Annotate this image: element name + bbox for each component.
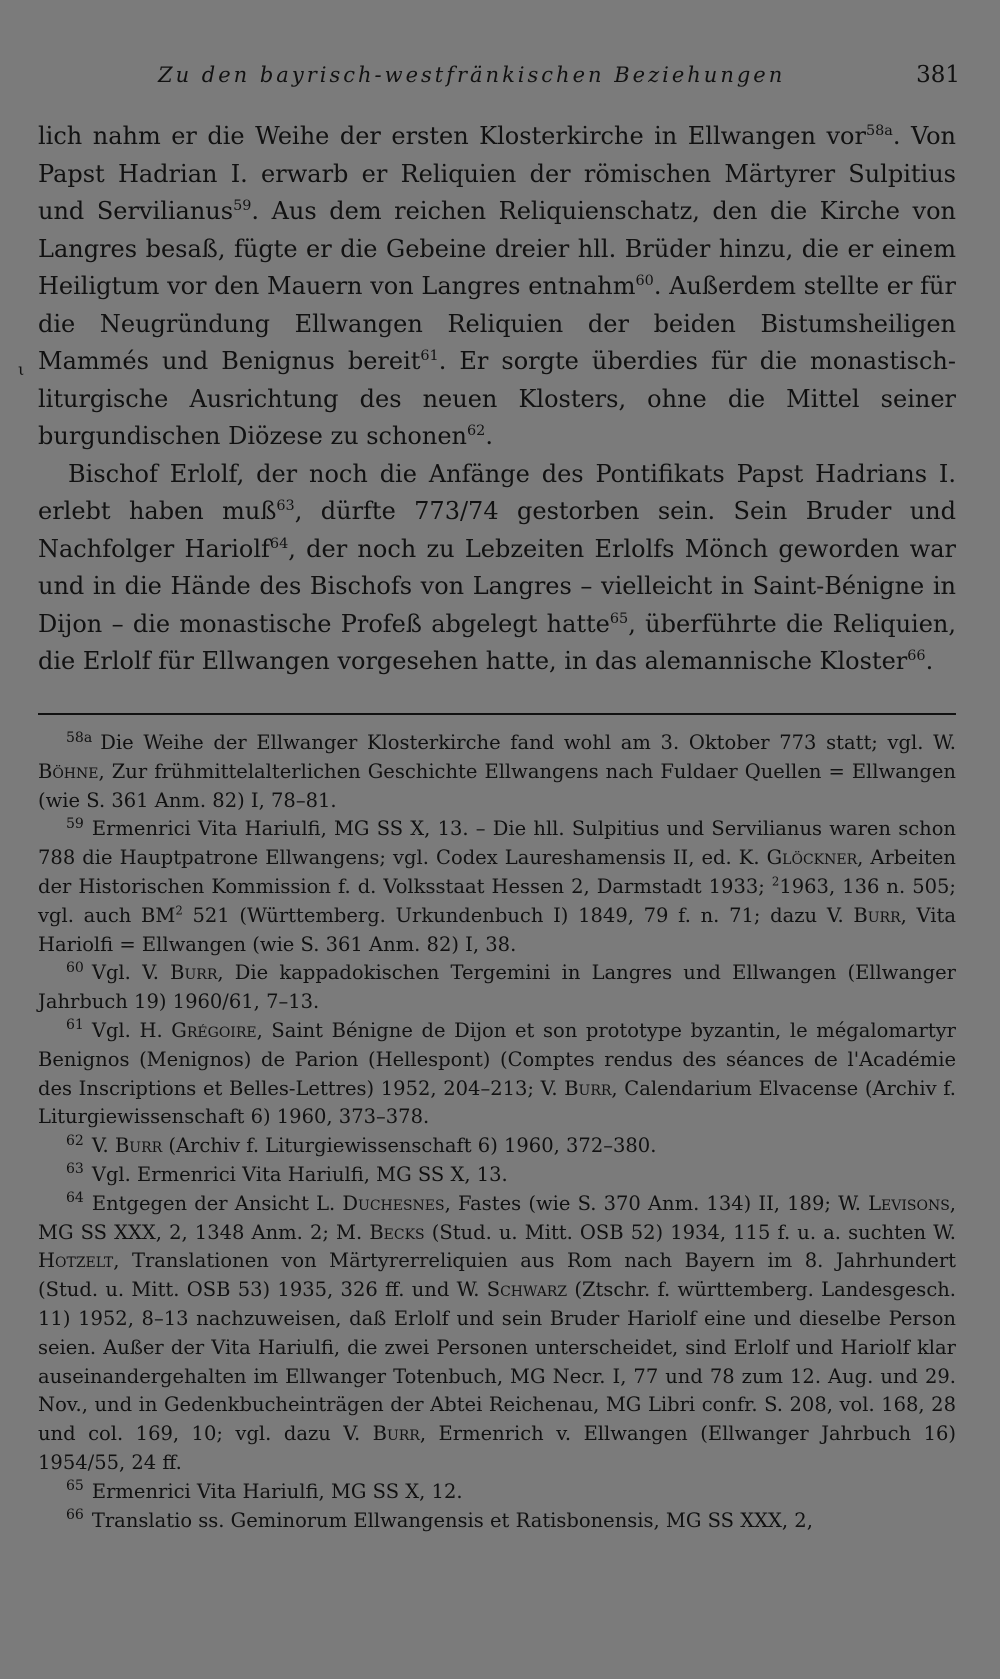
footnote-number: 66 [66,1507,84,1524]
footnote-number: 58a [66,729,93,746]
text-run: , dürfte 773/74 gestorben sein. Sein Bruder und Nachfolger Hariolf [38,497,957,563]
footnote-text: , Translationen von Märtyrerreliquien aus Rom nach Bayern im 8. Jahrhundert (Stud. u. Mitt. OSB 53) 1935, 326 ff. und W. [38,1249,956,1302]
footnote-number: 60 [66,959,84,976]
text-run: lich nahm er die Weihe der ersten Klosterkirche in Ellwangen vor [38,122,866,150]
footnote-text: (Ztschr. f. württemberg. Landesgesch. 11) 1952, 8–13 nachzuweisen, daß Erlolf und sein Bruder Hariolf eine und dieselbe Person seien. Außer der Vita Hariulfi, die zwei Personen unterscheidet, sind Erlolf und Hariolf klar auseinandergehalten im Ellwanger Totenbuch, MG Necr. I, 77 und 78 zum 12. Aug. und 29. Nov., und in Gedenkbucheinträgen der Abtei Reichenau, MG Libri confr. S. 208, vol. 168, 28 und col. 169, 10; vgl. dazu V. [38,1278,956,1446]
footnote-ref: 66 [907,648,926,664]
footnote-number: 65 [66,1478,84,1495]
text-run: . Von Papst Hadrian I. erwarb er Reliquien der römischen Märtyrer Sulpitius und Servilianus [38,122,956,225]
author-name: Burr [170,961,218,985]
footnote-text: , Arbeiten der Historischen Kommission f. d. Volksstaat Hessen 2, Darmstadt 1933; [38,846,956,898]
footnote-ref: 64 [269,535,289,552]
author-name: Burr [853,903,901,927]
running-title: Zu den bayrisch-westfränkischen Beziehungen [158,63,786,87]
author-name: Böhne [38,759,99,783]
footnote-60 [38,959,956,1017]
footnote-number: 63 [66,1161,84,1178]
footnote-62 [38,1132,956,1161]
text-run: , der noch zu Lebzeiten Erlolfs Mönch geworden war und in die Hände des Bischofs von Langres – vielleicht in Saint-Bénigne in Dijon – die monastische Profeß abgelegt hatte [38,534,957,638]
footnote-ref: 61 [420,348,439,364]
author-name: Becks [369,1220,425,1244]
footnote-text: (Stud. u. Mitt. OSB 52) 1934, 115 f. u. a. suchten W. [424,1220,957,1244]
footnote-number: 61 [66,1017,84,1034]
author-name: Duchesnes [342,1191,445,1215]
footnote-58a [38,729,956,815]
footnote-text: , Fastes (wie S. 370 Anm. 134) II, 189; W. [444,1191,869,1215]
footnote-text: , Saint Bénigne de Dijon et son prototype byzantin, le mégalomartyr Benignos (Menignos) de Parion (Hellespont) (Comptes rendus des séances de l'Académie des Inscriptions et Belles-Lettres) 1952, 204–213; V. [38,1018,956,1100]
footnote-text: Ermenrici Vita Hariulfi, MG SS X, 13. – Die hll. Sulpitius und Servilianus waren schon 788 die Hauptpatrone Ellwangens; vgl. Codex Laureshamensis II, ed. K. [38,817,956,870]
footnote-ref: 60 [635,273,654,289]
footnote-text: V. [91,1134,115,1158]
footnotes [38,729,956,1535]
footnote-text: , Zur frühmittelalterlichen Geschichte Ellwangens nach Fuldaer Quellen = Ellwangen (wie S. 361 Anm. 82) I, 78–81. [38,759,956,812]
footnote-59 [38,815,956,959]
footnote-ref: 59 [233,198,252,214]
text-run: . [485,422,493,450]
footnote-text: Vgl. V. [91,961,171,985]
footnote-66 [38,1507,956,1536]
footnote-text: Translatio ss. Geminorum Ellwangensis et Ratisbonensis, MG SS XXX, 2, [91,1508,813,1532]
footnote-number: 62 [66,1132,84,1149]
footnote-text: Vgl. H. [91,1018,172,1042]
author-name: Burr [372,1422,420,1446]
paragraph-2 [38,456,956,681]
author-name: Schwarz [486,1278,568,1302]
footnote-65 [38,1478,956,1507]
footnote-text: Ermenrici Vita Hariulfi, MG SS X, 12. [91,1479,463,1503]
footnote-ref: 65 [609,610,629,627]
text-run: . Außerdem stellte er für die Neugründung Ellwangen Reliquien der beiden Bistumsheiligen Mammés und Benignus bereit [38,272,956,375]
text-run: Bischof Erlolf, der noch die Anfänge des Pontifikats Papst Hadrians I. erlebt haben muß [38,459,956,525]
paragraph-1 [38,118,956,456]
author-name: Hotzelt [38,1249,114,1273]
footnote-text: 1963, 136 n. 505; vgl. auch BM [38,874,956,927]
footnote-text: , Calendarium Elvacense (Archiv f. Liturgiewissenschaft 6) 1960, 373–378. [38,1076,956,1129]
main-text [38,118,956,681]
footnote-text: Vgl. Ermenrici Vita Hariulfi, MG SS X, 13. [91,1162,508,1186]
edition-mark: 2 [771,874,780,889]
footnote-text: , Vita Hariolfi = Ellwangen (wie S. 361 Anm. 82) I, 38. [38,903,956,956]
page-number: 381 [916,62,960,88]
author-name: Glöckner [766,846,858,870]
footnote-text: (Archiv f. Liturgiewissenschaft 6) 1960, 372–380. [162,1134,657,1158]
footnote-ref: 58a [865,123,893,139]
footnote-number: 59 [66,815,84,832]
footnote-text: Entgegen der Ansicht L. [91,1191,343,1215]
footnote-ref: 62 [467,423,486,439]
footnote-text: Die Weihe der Ellwanger Klosterkirche fand wohl am 3. Oktober 773 statt; vgl. W. [100,731,956,754]
footnote-text: 521 (Württemberg. Urkundenbuch I) 1849, 79 f. n. 71; dazu V. [182,903,854,927]
author-name: Grégoire [171,1018,257,1042]
author-name: Burr [114,1134,163,1158]
footnote-ref: 63 [276,498,295,514]
footnote-64 [38,1190,956,1478]
footnote-63 [38,1161,956,1190]
author-name: Levisons [868,1191,950,1215]
text-run: . Er sorgte überdies für die monastisch-liturgische Ausrichtung des neuen Klosters, ohne die Mittel seiner burgundischen Diözese zu schonen [38,347,956,450]
text-run: , überführte die Reliquien, die Erlolf für Ellwangen vorgesehen hatte, in das alemannische Kloster [38,609,956,675]
margin-mark: ι [18,360,25,379]
author-name: Burr [564,1076,612,1100]
footnote-text: , Die kappadokischen Tergemini in Langres und Ellwangen (Ellwanger Jahrbuch 19) 1960/61, 7–13. [38,961,956,1014]
footnote-text: , Ermenrich v. Ellwangen (Ellwanger Jahrbuch 16) 1954/55, 24 ff. [38,1422,956,1474]
page-header [40,62,960,88]
text-run: . [925,647,934,675]
footnote-text: , MG SS XXX, 2, 1348 Anm. 2; M. [38,1191,956,1244]
footnote-61 [38,1017,956,1132]
footnote-divider [38,713,956,715]
edition-mark: 2 [175,903,183,918]
text-run: . Aus dem reichen Reliquienschatz, den die Kirche von Langres besaß, fügte er die Gebeine dreier hll. Brüder hinzu, die er einem Heiligtum vor den Mauern von Langres entnahm [38,197,956,300]
footnote-number: 64 [66,1190,84,1207]
